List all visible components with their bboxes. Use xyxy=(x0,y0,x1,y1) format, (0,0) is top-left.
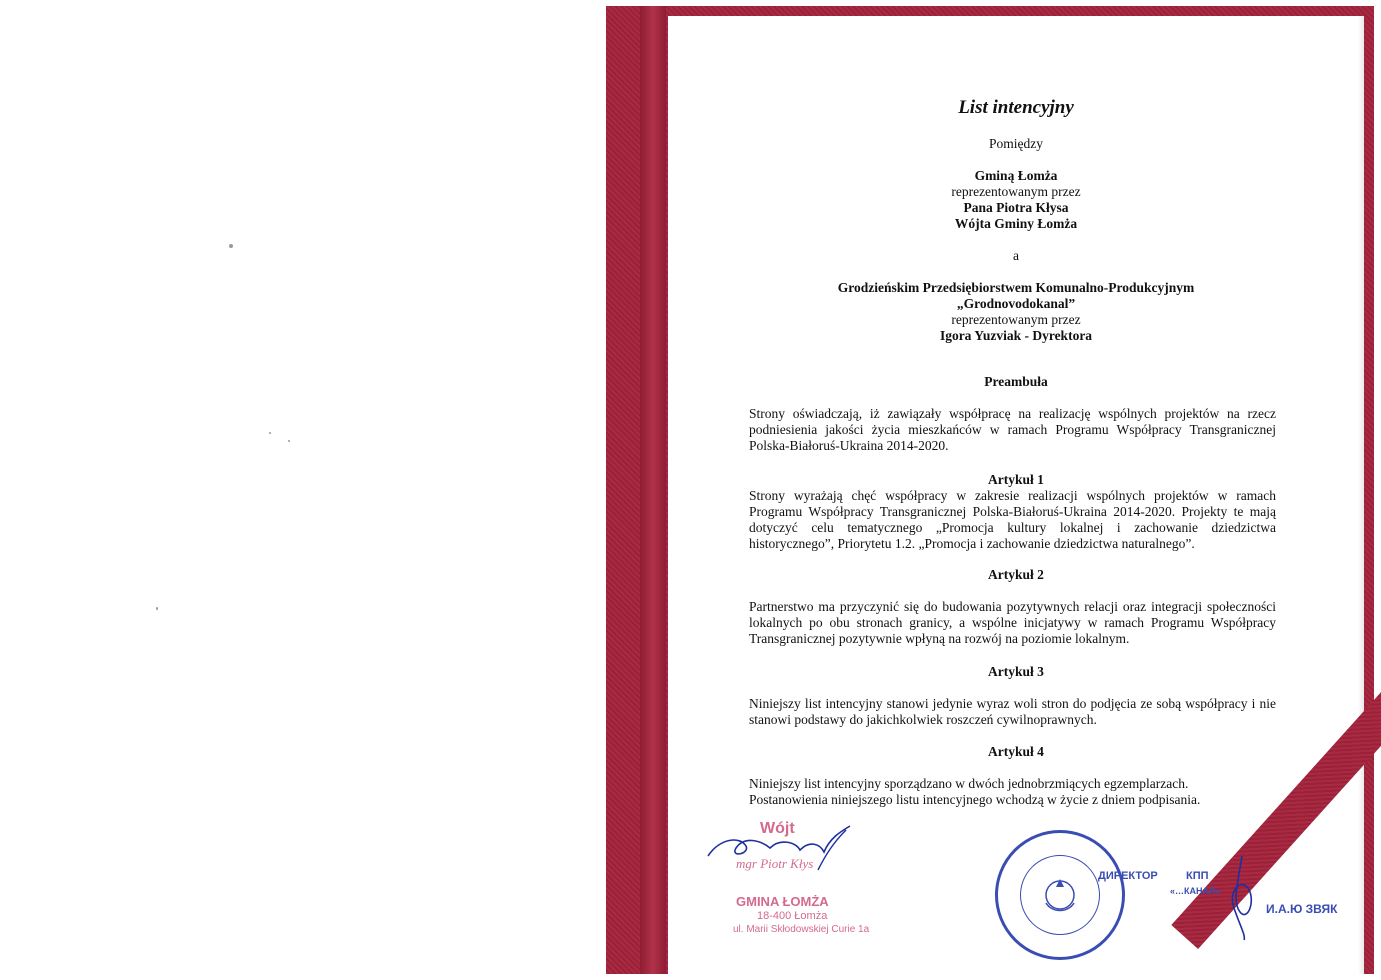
article2-text: Partnerstwo ma przyczynić się do budowania pozytywnych relacji oraz integracji społeczności lokalnych po obu stronach granicy, a wspólne inicjatywy w ramach Programu Współpracy Transgranicznej pozytywnie wpłyną na rozwój na poziomie lokalnym. xyxy=(749,599,1276,646)
article4-line2: Postanowienia niniejszego listu intencyjnego wchodzą w życie z dniem podpisania. xyxy=(749,792,1201,807)
wojt-stamp-name: mgr Piotr Kłys xyxy=(736,856,814,871)
blue-stamp-org2: «…КАНАЛ» xyxy=(1170,886,1221,896)
preamble-text: Strony oświadczają, iż zawiązały współpracę na realizację wspólnych projektów na rzecz podniesienia jakości życia mieszkańców w ramach Programu Współpracy Transgranicznej Polska-Białoruś-Ukraina 2014-2020. xyxy=(749,406,1276,453)
paper-speck xyxy=(288,440,290,442)
folder-spine xyxy=(640,6,666,974)
party2-representative: Igora Yuzviak - Dyrektora xyxy=(939,328,1093,343)
gmina-stamp-name: GMINA ŁOMŻA xyxy=(736,894,829,909)
article4-heading: Artykuł 4 xyxy=(988,744,1044,759)
left-blank-page xyxy=(0,0,612,980)
paper-speck xyxy=(229,244,233,248)
blue-signer-name: И.А.Ю ЗВЯК xyxy=(1266,902,1338,916)
director-signature xyxy=(1218,852,1268,942)
gmina-stamp-street: ul. Marii Skłodowskiej Curie 1a xyxy=(733,924,870,935)
gmina-stamp-postcode: 18-400 Łomża xyxy=(757,910,828,922)
party2-short-name: „Grodnovodokanal” xyxy=(956,296,1076,311)
article3-text: Niniejszy list intencyjny stanowi jedynie wyraz woli stron do podjęcia ze sobą współpracy i nie stanowi podstawy do jakichkolwiek roszczeń cywilnoprawnych. xyxy=(749,696,1276,727)
preamble-heading: Preambuła xyxy=(984,374,1048,389)
coat-of-arms-icon xyxy=(1038,873,1082,917)
conjunction-and: a xyxy=(1013,248,1019,263)
paper-speck xyxy=(269,432,271,434)
blue-stamp-org: КПП xyxy=(1186,870,1209,882)
between-label: Pomiędzy xyxy=(989,136,1043,151)
round-official-seal xyxy=(995,830,1125,960)
party1-representative: Pana Piotra Kłysa xyxy=(963,200,1069,215)
party1-name: Gminą Łomża xyxy=(974,168,1058,183)
article1-heading: Artykuł 1 xyxy=(988,472,1044,487)
sheet-edge-shadow xyxy=(1358,16,1364,974)
article2-heading: Artykuł 2 xyxy=(988,567,1044,582)
party1-representative-title: Wójta Gminy Łomża xyxy=(954,216,1078,231)
article3-heading: Artykuł 3 xyxy=(988,664,1044,679)
article1-text: Strony wyrażają chęć współpracy w zakresie realizacji wspólnych projektów w ramach Programu Współpracy Transgranicznej Polska-Białoruś-Ukraina 2014-2020. Projekty te mają dotyczyć celu tematycznego „Promocja kultury lokalnej i zachowanie dziedzictwa historycznego”, Priorytetu 1.2. „Promocja i zachowanie dziedzictwa naturalnego”. xyxy=(749,488,1276,551)
wojt-stamp-title: Wójt xyxy=(760,820,795,837)
blue-stamp-director: ДИРЕКТОР xyxy=(1098,870,1158,882)
paper-speck xyxy=(156,607,158,610)
letter-title: List intencyjny xyxy=(958,97,1074,118)
party1-represented-by: reprezentowanym przez xyxy=(951,184,1081,199)
party2-represented-by: reprezentowanym przez xyxy=(951,312,1081,327)
party2-name: Grodzieńskim Przedsiębiorstwem Komunalno-Produkcyjnym xyxy=(837,280,1195,295)
article4-line1: Niniejszy list intencyjny sporządzano w dwóch jednobrzmiących egzemplarzach. xyxy=(749,776,1189,791)
